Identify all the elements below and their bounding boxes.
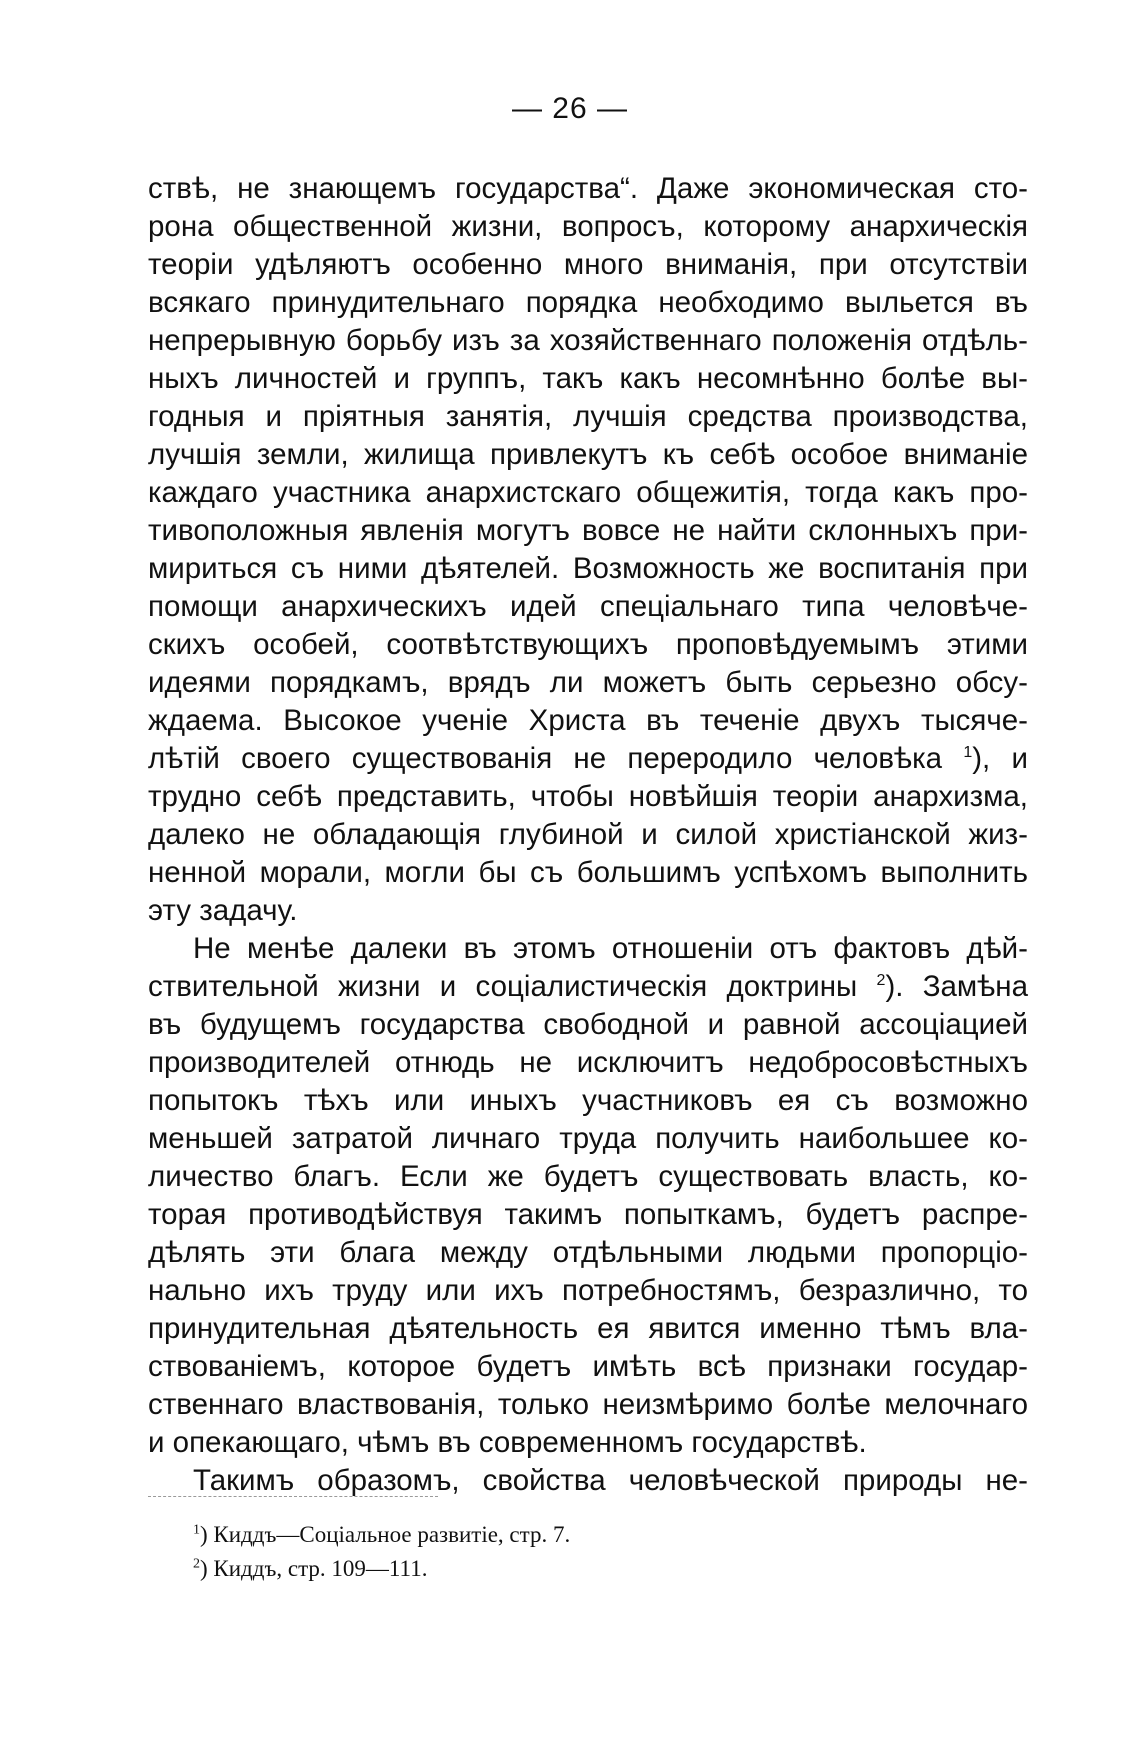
text-line: ждаема. Высокое ученіе Христа въ теченіе двухъ тысяче- — [148, 704, 1028, 737]
text-line: лучшія земли, жилища привлекутъ къ себѣ особое вниманіе — [148, 438, 1028, 471]
text-line: теоріи удѣляютъ особенно много вниманія, при отсутствіи — [148, 248, 1028, 281]
footnote-1 — [193, 1518, 893, 1552]
text-line: въ будущемъ государства свободной и равной ассоціацией — [148, 1008, 1028, 1041]
footnote-mark: 2 — [193, 1556, 200, 1572]
text-line: трудно себѣ представить, чтобы новѣйшія теоріи анархизма, — [148, 780, 1028, 813]
text-line: каждаго участника анархистскаго общежитія, тогда какъ про- — [148, 476, 1028, 509]
footnotes — [193, 1518, 893, 1586]
text-line: рона общественной жизни, вопросъ, которому анархическія — [148, 210, 1028, 243]
text-line: личество благъ. Если же будетъ существовать власть, ко- — [148, 1160, 1028, 1193]
text-segment: ), и — [972, 742, 1028, 775]
footnote-ref-2: 2 — [876, 972, 886, 990]
text-line: дѣлять эти блага между отдѣльными людьми пропорціо- — [148, 1236, 1028, 1269]
text-line: Не менѣе далеки въ этомъ отношеніи отъ фактовъ дѣй- — [193, 932, 1028, 965]
text-line: годныя и пріятныя занятія, лучшія средства производства, — [148, 400, 1028, 433]
footnote-ref-1: 1 — [963, 744, 973, 762]
body-text — [148, 170, 1028, 1500]
footnote-text: ) Киддъ, стр. 109—111. — [200, 1556, 428, 1581]
text-line: и опекающаго, чѣмъ въ современномъ государствѣ. — [148, 1426, 867, 1459]
text-line: мириться съ ними дѣятелей. Возможность же воспитанія при — [148, 552, 1028, 585]
text-line: нально ихъ труду или ихъ потребностямъ, безразлично, то — [148, 1274, 1028, 1307]
footnote-separator — [148, 1496, 438, 1497]
text-line: ныхъ личностей и группъ, такъ какъ несомнѣнно болѣе вы- — [148, 362, 1028, 395]
text-line: Такимъ образомъ, свойства человѣческой природы не- — [193, 1464, 1028, 1497]
text-line: меньшей затратой личнаго труда получить наибольшее ко- — [148, 1122, 1028, 1155]
text-segment: ). Замѣна — [885, 970, 1028, 1003]
text-line: торая противодѣйствуя такимъ попыткамъ, будетъ распре- — [148, 1198, 1028, 1231]
text-line: всякаго принудительнаго порядка необходимо выльется въ — [148, 286, 1028, 319]
text-line: далеко не обладающія глубиной и силой христіанской жиз- — [148, 818, 1028, 851]
text-line-with-footnote-ref — [148, 740, 1028, 778]
footnote-2 — [193, 1552, 893, 1586]
text-line: помощи анархическихъ идей спеціальнаго типа человѣче- — [148, 590, 1028, 623]
text-line: непрерывную борьбу изъ за хозяйственнаго положенія отдѣль- — [148, 324, 1028, 357]
text-segment: лѣтій своего существованія не переродило человѣка — [148, 742, 943, 775]
text-line: ственнаго властвованія, только неизмѣримо болѣе мелочнаго — [148, 1388, 1028, 1421]
text-line: эту задачу. — [148, 894, 298, 927]
text-segment: ствительной жизни и соціалистическія доктрины — [148, 970, 858, 1003]
text-line: производителей отнюдь не исключитъ недобросовѣстныхъ — [148, 1046, 1028, 1079]
footnote-text: ) Киддъ—Соціальное развитіе, стр. 7. — [200, 1522, 571, 1547]
text-line-with-footnote-ref — [148, 968, 1028, 1006]
text-line: скихъ особей, соотвѣтствующихъ проповѣдуемымъ этими — [148, 628, 1028, 661]
text-line: попытокъ тѣхъ или иныхъ участниковъ ея съ возможно — [148, 1084, 1028, 1117]
text-line: тивоположныя явленія могутъ вовсе не найти склонныхъ при- — [148, 514, 1028, 547]
text-line: ствѣ, не знающемъ государства“. Даже экономическая сто- — [148, 172, 1028, 205]
text-line: идеями порядкамъ, врядъ ли можетъ быть серьезно обсу- — [148, 666, 1028, 699]
footnote-mark: 1 — [193, 1522, 200, 1538]
text-line: ненной морали, могли бы съ большимъ успѣхомъ выполнить — [148, 856, 1028, 889]
text-line: принудительная дѣятельность ея явится именно тѣмъ вла- — [148, 1312, 1028, 1345]
text-line: ствованіемъ, которое будетъ имѣть всѣ признаки государ- — [148, 1350, 1028, 1383]
page-number: — 26 — — [511, 92, 629, 125]
